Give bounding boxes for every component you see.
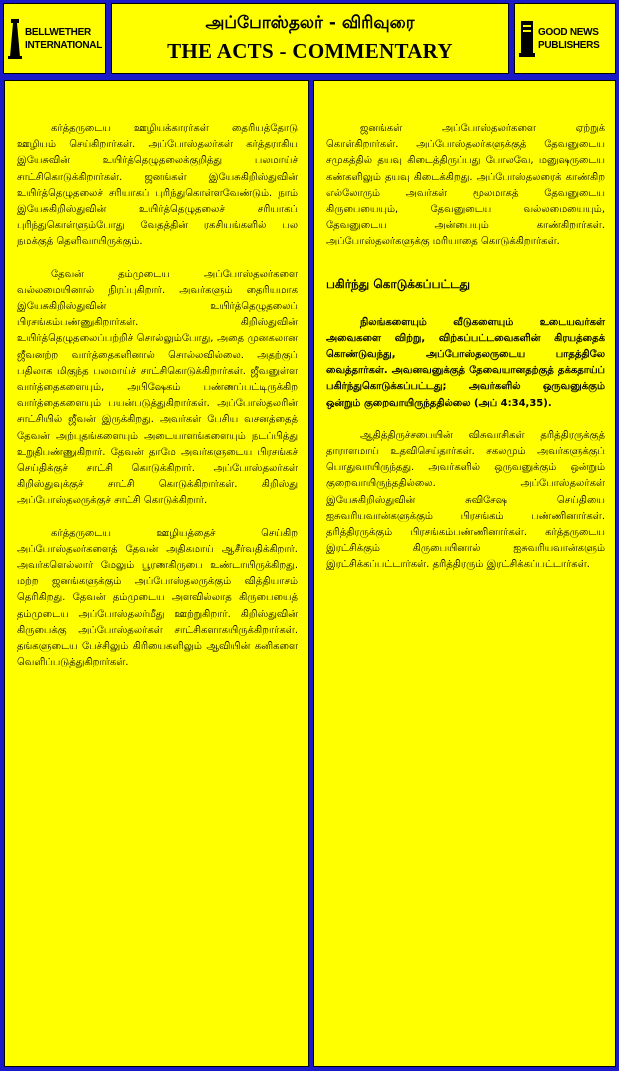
paragraph: தேவன் தம்முடைய அப்போஸ்தலர்களை வல்லமையினால் நிரப்புகிறார். அவர்களும் தைரியமாக இயேசுகிறிஸ்துவின் உயிர்த்தெழுதலைப் பிரசங்கம்பண்ணுகிறார்கள். கிறிஸ்துவின் உயிர்த்தெழுதலைப்பற்றிச் சொல்லும்போது, அதை முனகலான ஜீவனற்ற வார்த்தைகளினால் சொல்லவில்லை. அதற்குப் பதிலாக மிகுந்த பலமாய்ச் சாட்சிகொடுக்கிறார்கள். ஜீவனுள்ள வார்த்தைகளையும், அபிஷேகம் பண்ணப்பட்டிருக்கிற வார்த்தைகளையும் பயன்படுத்துகிறார்கள். அப்போஸ்தலரின் சாட்சியில் ஜீவன் இருக்கிறது. அவர்கள் பேசிய வசனத்தைத் தேவன் அற்புதங்களையும் அடையாளங்களையும் நடப்பித்து உறுதிபண்ணுகிறார். தேவன் தாமே அவர்களுடைய பிரசங்கச் செய்திக்குச் சாட்சி கொடுக்கிறார். அப்போஸ்தலர்கள் கிறிஸ்துவுக்குச் சாட்சி கொடுக்கிறார்கள். கிறிஸ்து அப்போஸ்தலருக்குச் சாட்சி கொடுக்கிறார்.: [17, 268, 298, 507]
good-news-wordmark: [538, 26, 599, 52]
paragraph: கர்த்தருடைய ஊழியத்தைச் செய்கிற அப்போஸ்தலர்களைத் தேவன் அதிகமாய் ஆசீர்வதிக்கிறார். அவர்களெல்லார் மேலும் பூரணகிருபை உண்டாயிருக்கிறது. மற்ற ஜனங்களுக்கும் அப்போஸ்தலருக்கும் வித்தியாசம் தெரிகிறது. தேவன் தம்முடைய அளவில்லாத கிருபையைத் தம்முடைய அப்போஸ்தலர்மீது ஊற்றுகிறார். கிறிஸ்துவின் கிருபைக்கு அப்போஸ்தலர்கள் சாட்சிகளாகயிருக்கிறார்கள். தங்களுடைய பேச்சிலும் கிரியைகளிலும் ஆவியின் கனிகளை வெளிப்படுத்துகிறார்கள்.: [17, 527, 298, 669]
title-box: [111, 3, 509, 74]
logo-right-line1: GOOD NEWS: [538, 26, 599, 38]
paragraph: ஆதித்திருச்சபையின் விசுவாசிகள் தரித்திரருக்குத் தாராளமாய் உதவிசெய்தார்கள். சகலமும் அவர்களுக்குப் பொதுவாயிருந்தது. அவர்களில் ஒருவனுக்கும் ஒன்றும் குறைவாயிருந்ததில்லை. அப்போஸ்தலர்கள் இயேசுகிறிஸ்துவின் சுவிசேஷ செய்தியை ஐசுவரியவான்களுக்கும் பிரசங்கம் பண்ணினார்கள். தரித்திரருக்கும் பிரசங்கம்பண்ணினார்கள். கர்த்தருடைய இரட்சிக்கும் கிருபையினால் ஐசுவரியவான்களும் இரட்சிக்கப்பட்டார்கள். தரித்திரரும் இரட்சிக்கப்பட்டார்கள்.: [326, 429, 605, 571]
book-icon: [519, 19, 535, 59]
right-column: [313, 80, 616, 1067]
logo-left-line1: BELLWETHER: [25, 26, 91, 38]
section-heading: பகிர்ந்து கொடுக்கப்பட்டது: [326, 276, 471, 291]
bellwether-wordmark: [25, 26, 102, 52]
logo-left-line2: INTERNATIONAL: [25, 39, 103, 51]
title-english: THE ACTS - COMMENTARY: [167, 39, 453, 63]
good-news-logo-box: [514, 3, 616, 74]
logo-right-line2: PUBLISHERS: [538, 39, 600, 51]
left-column: [4, 80, 309, 1067]
lighthouse-icon: [8, 19, 22, 59]
bellwether-logo-box: [3, 3, 106, 74]
scripture-verse: நிலங்களையும் வீடுகளையும் உடையவர்கள் அவைகளை விற்று, விற்கப்பட்டவைகளின் கிரயத்தைக் கொண்டுவந்து, அப்போஸ்தலருடைய பாதத்திலே வைத்தார்கள். அவனவனுக்குத் தேவையானதற்குத் தக்கதாய்ப் பகிர்ந்துகொடுக்கப்பட்டது; அவர்களில் ஒருவனுக்கும் ஒன்றும் குறைவாயிருந்ததில்லை (அப் 4:34,35).: [326, 316, 605, 409]
paragraph: கர்த்தருடைய ஊழியக்காரர்கள் தைரியத்தோடு ஊழியம் செய்கிறார்கள். அப்போஸ்தலர்கள் கர்த்தராகிய இயேசுவின் உயிர்த்தெழுதலைக்குறித்து பலமாய்ச் சாட்சிகொடுக்கிறார்கள். ஜனங்கள் இயேசுகிறிஸ்துவின் உயிர்த்தெழுதலைச் சரியாகப் புரிந்துகொள்ளவேண்டும். நாம் இயேசுகிறிஸ்துவின் உயிர்த்தெழுதலைச் சரியாகப் புரிந்துகொள்ளும்போது வேதத்தின் ரகசியங்களில் பல நமக்குத் தெளிவாயிருக்கும்.: [17, 123, 298, 248]
paragraph: ஜனங்கள் அப்போஸ்தலர்களை ஏற்றுக் கொள்கிறார்கள். அப்போஸ்தலர்களுக்குத் தேவனுடைய சமுகத்தில் தயவு கிடைத்திருப்பது போலவே, மனுஷருடைய கண்களிலும் தயவு கிடைக்கிறது. அப்போஸ்தலரைக் காண்கிற எல்லோரும் அவர்கள் மூலமாகத் தேவனுடைய கிருபையையும், தேவனுடைய வல்லமையையும், தேவனுடைய அன்பையும் காண்கிறார்கள். அப்போஸ்தலர்களுக்கு மரியாதை கொடுக்கிறார்கள்.: [326, 123, 605, 248]
title-tamil: அப்போஸ்தலர் - விரிவுரை: [205, 13, 415, 33]
